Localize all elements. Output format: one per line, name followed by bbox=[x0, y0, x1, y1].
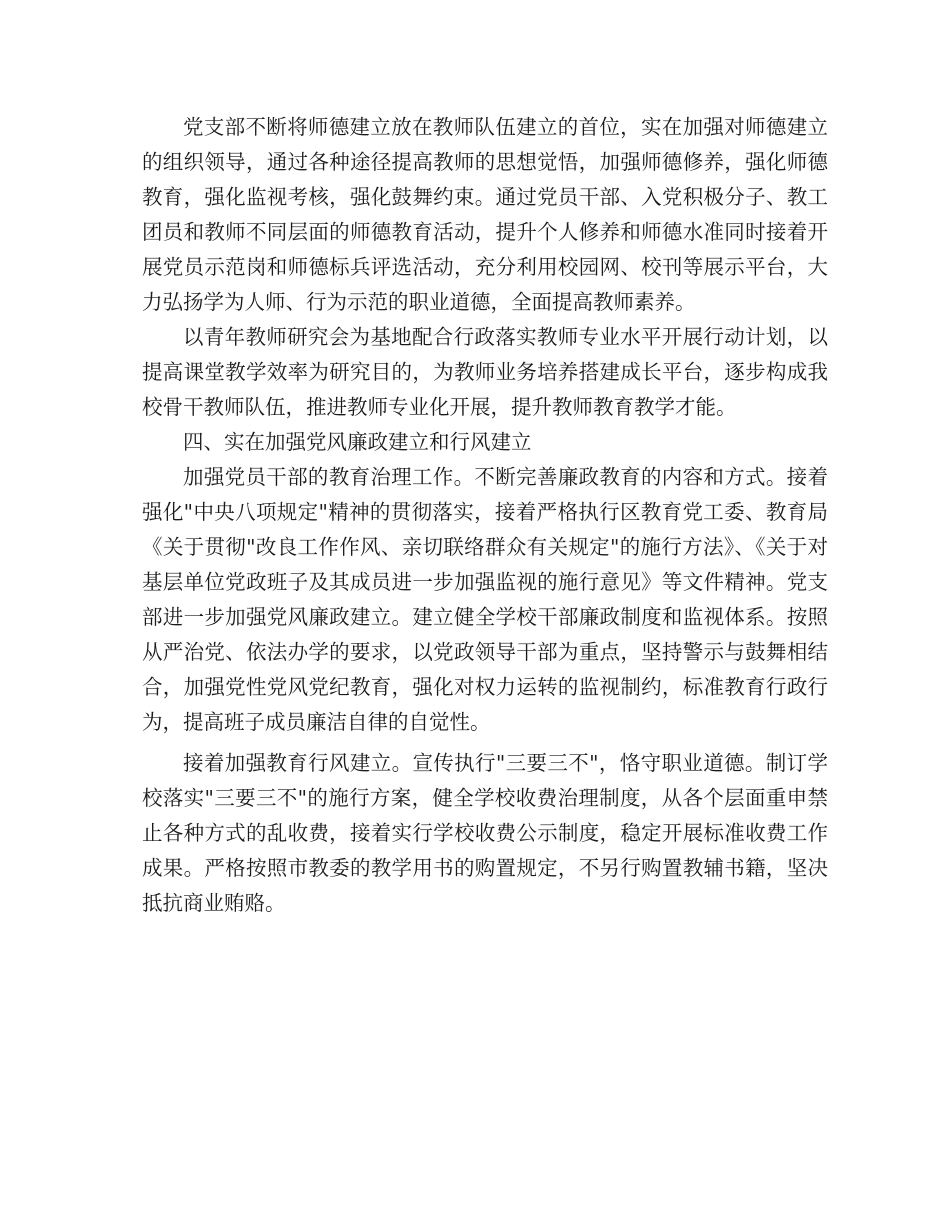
paragraph-party-discipline: 加强党员干部的教育治理工作。不断完善廉政教育的内容和方式。接着强化"中央八项规定"精神的贯彻落实，接着严格执行区教育党工委、教育局《关于贯彻"改良工作作风、亲切联络群众有关规定"的施行方法》、《关于对基层单位党政班子及其成员进一步加强监视的施行意见》等文件精神。党支部进一步加强党风廉政建立。建立健全学校干部廉政制度和监视体系。按照从严治党、依法办学的要求，以党政领导干部为重点，坚持警示与鼓舞相结合，加强党性党风党纪教育，强化对权力运转的监视制约，标准教育行政行为，提高班子成员廉洁自律的自觉性。 bbox=[142, 465, 828, 734]
document-page bbox=[142, 110, 828, 921]
paragraph-conduct-building: 接着加强教育行风建立。宣传执行"三要三不"，恪守职业道德。制订学校落实"三要三不"的施行方案，健全学校收费治理制度，从各个层面重申禁止各种方式的乱收费，接着实行学校收费公示制度，稳定开展标准收费工作成果。严格按照市教委的教学用书的购置规定，不另行购置教辅书籍，坚决抵抗商业贿赂。 bbox=[142, 751, 828, 915]
section-heading-four: 四、实在加强党风廉政建立和行风建立 bbox=[183, 430, 532, 454]
paragraph-young-teachers: 以青年教师研究会为基地配合行政落实教师专业水平开展行动计划，以提高课堂教学效率为研究目的，为教师业务培养搭建成长平台，逐步构成我校骨干教师队伍，推进教师专业化开展，提升教师教育教学才能。 bbox=[142, 325, 828, 419]
paragraph-teacher-ethics: 党支部不断将师德建立放在教师队伍建立的首位，实在加强对师德建立的组织领导，通过各种途径提高教师的思想觉悟，加强师德修养，强化师德教育，强化监视考核，强化鼓舞约束。通过党员干部、入党积极分子、教工团员和教师不同层面的师德教育活动，提升个人修养和师德水准同时接着开展党员示范岗和师德标兵评选活动，充分利用校园网、校刊等展示平台，大力弘扬学为人师、行为示范的职业道德，全面提高教师素养。 bbox=[142, 115, 828, 314]
